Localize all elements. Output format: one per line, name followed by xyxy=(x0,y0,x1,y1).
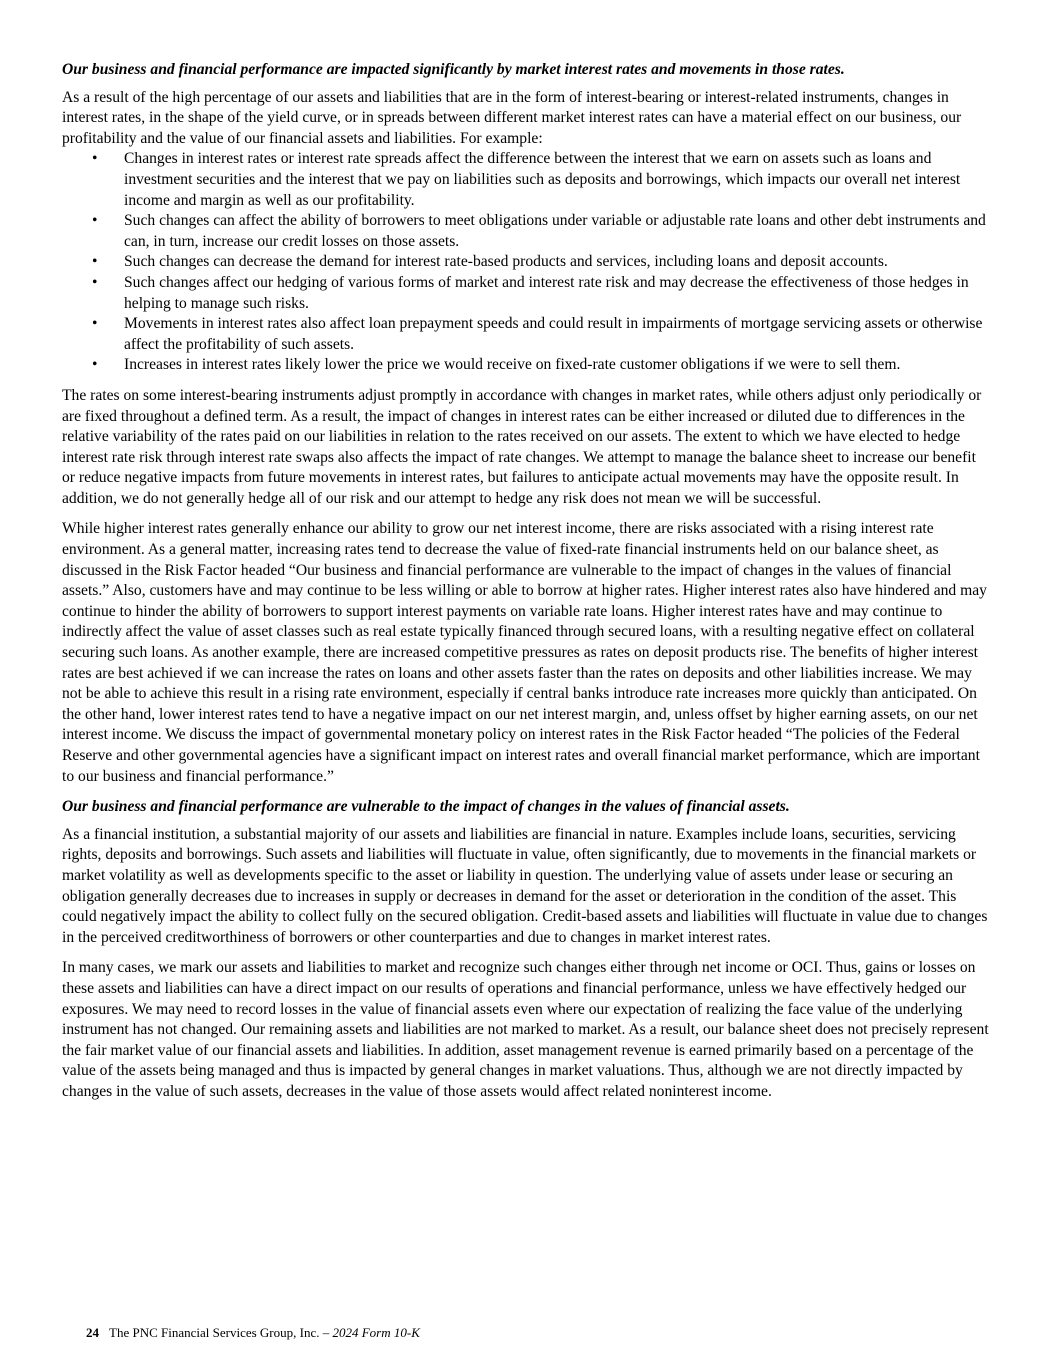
page-number: 24 xyxy=(86,1325,99,1340)
list-item xyxy=(62,149,992,211)
paragraph-interest-intro: As a result of the high percentage of our assets and liabilities that are in the form of interest-bearing or interest-related instruments, changes in interest rates, in the shape of the yield curve, or in spreads between different market interest rates can have a material effect on our business, our profitability and the value of our financial assets and liabilities. For example: xyxy=(62,88,962,147)
paragraph-rising-rates: While higher interest rates generally enhance our ability to grow our net interest income, there are risks associated with a rising interest rate environment. As a general matter, increasing rates tend to decrease the value of fixed-rate financial instruments held on our balance sheet, as discussed in the Risk Factor headed “Our business and financial performance are vulnerable to the impact of changes in the values of financial assets.” Also, customers have and may continue to be less willing or able to borrow at higher rates. Higher interest rates also have hindered and may continue to hinder the ability of borrowers to support interest payments on variable rate loans. Higher interest rates have and may continue to indirectly affect the value of asset classes such as real estate typically financed through secured loans, with a resulting negative effect on collateral securing such loans. As another example, there are increased competitive pressures as rates on deposit products rise. The benefits of higher interest rates are best achieved if we can increase the rates on loans and other assets faster than the rates on deposits and other liabilities increase. We may not be able to achieve this result in a rising rate environment, especially if central banks introduce rate increases more quickly than anticipated. On the other hand, lower interest rates tend to have a negative impact on our net interest margin, and, unless offset by higher earning assets, on our net interest income. We discuss the impact of governmental monetary policy on interest rates in the Risk Factor headed “The policies of the Federal Reserve and other governmental agencies have a significant impact on interest rates and overall financial market performance, which are important to our business and financial performance.” xyxy=(62,520,987,785)
list-item-text: Movements in interest rates also affect loan prepayment speeds and could result in impairments of mortgage servicing assets or otherwise affect the profitability of such assets. xyxy=(124,315,983,353)
list-item xyxy=(62,273,992,314)
list-item-text: Increases in interest rates likely lower the price we would receive on fixed-rate customer obligations if we were to sell them. xyxy=(124,356,901,374)
bullet-icon: • xyxy=(92,212,98,230)
list-item-text: Such changes can decrease the demand for interest rate-based products and services, including loans and deposit accounts. xyxy=(124,253,888,271)
bullet-icon: • xyxy=(92,150,98,168)
page-footer xyxy=(86,1325,420,1341)
bullet-icon: • xyxy=(92,253,98,271)
list-item xyxy=(62,314,992,355)
list-item xyxy=(62,355,992,376)
list-item xyxy=(62,211,992,252)
paragraph-rate-adjustment: The rates on some interest-bearing instruments adjust promptly in accordance with changes in market rates, while others adjust only periodically or are fixed throughout a defined term. As a result, the impact of changes in interest rates can be either increased or diluted due to differences in the relative variability of the rates paid on our liabilities in relation to the rates received on our assets. The extent to which we have elected to hedge interest rate risk through interest rate swaps also affects the impact of rate changes. We attempt to manage the balance sheet to increase our benefit or reduce negative impacts from future movements in interest rates, but failures to anticipate actual movements may have the opposite result. In addition, we do not generally hedge all of our risk and our attempt to hedge any risk does not mean we will be successful. xyxy=(62,386,982,507)
list-item-text: Such changes can affect the ability of borrowers to meet obligations under variable or adjustable rate loans and other debt instruments and can, in turn, increase our credit losses on those assets. xyxy=(124,212,986,250)
bullet-icon: • xyxy=(92,273,98,291)
footer-company: The PNC Financial Services Group, Inc. – xyxy=(109,1325,333,1340)
paragraph-financial-institution: As a financial institution, a substantial majority of our assets and liabilities are financial in nature. Examples include loans, securities, servicing rights, deposits and borrowings. Such assets and liabilities will fluctuate in value, often significantly, due to movements in the financial markets or market volatility as well as developments specific to the asset or liability in question. The underlying value of assets under lease or securing an obligation generally decreases due to increases in supply or decreases in demand for the asset or deterioration in the condition of the asset. This could negatively impact the ability to collect fully on the secured obligation. Credit-based assets and liabilities will fluctuate in value due to changes in the perceived creditworthiness of borrowers or other counterparties and due to changes in market interest rates. xyxy=(62,825,988,946)
list-item-text: Such changes affect our hedging of various forms of market and interest rate risk and may decrease the effectiveness of those hedges in helping to manage such risks. xyxy=(124,273,969,312)
section-heading-asset-values: Our business and financial performance are vulnerable to the impact of changes in the values of financial assets. xyxy=(62,798,790,816)
bullet-icon: • xyxy=(92,356,98,374)
section-heading-interest-rates: Our business and financial performance are impacted significantly by market interest rates and movements in those rates. xyxy=(62,61,845,78)
document-body xyxy=(62,60,992,1113)
list-item-text: Changes in interest rates or interest rate spreads affect the difference between the interest that we earn on assets such as loans and investment securities and the interest that we pay on liabilities such as deposits and borrowings, which impacts our overall net interest income and margin as well as our profitability. xyxy=(124,150,961,209)
bullet-icon: • xyxy=(92,315,98,333)
paragraph-mark-to-market: In many cases, we mark our assets and liabilities to market and recognize such changes either through net income or OCI. Thus, gains or losses on these assets and liabilities can have a direct impact on our results of operations and financial performance, unless we have effectively hedged our exposures. We may need to record losses in the value of financial assets even where our expectation of realizing the face value of the underlying instrument has not changed. Our remaining assets and liabilities are not marked to market. As a result, our balance sheet does not precisely represent the fair market value of our financial assets and liabilities. In addition, asset management revenue is earned primarily based on a percentage of the value of the assets being managed and thus is impacted by general changes in market valuations. Thus, although we are not directly impacted by changes in the value of such assets, decreases in the value of those assets would affect related noninterest income. xyxy=(62,959,989,1100)
list-item xyxy=(62,252,992,273)
bullet-list-interest-effects xyxy=(62,149,992,376)
footer-form: 2024 Form 10-K xyxy=(332,1325,420,1340)
